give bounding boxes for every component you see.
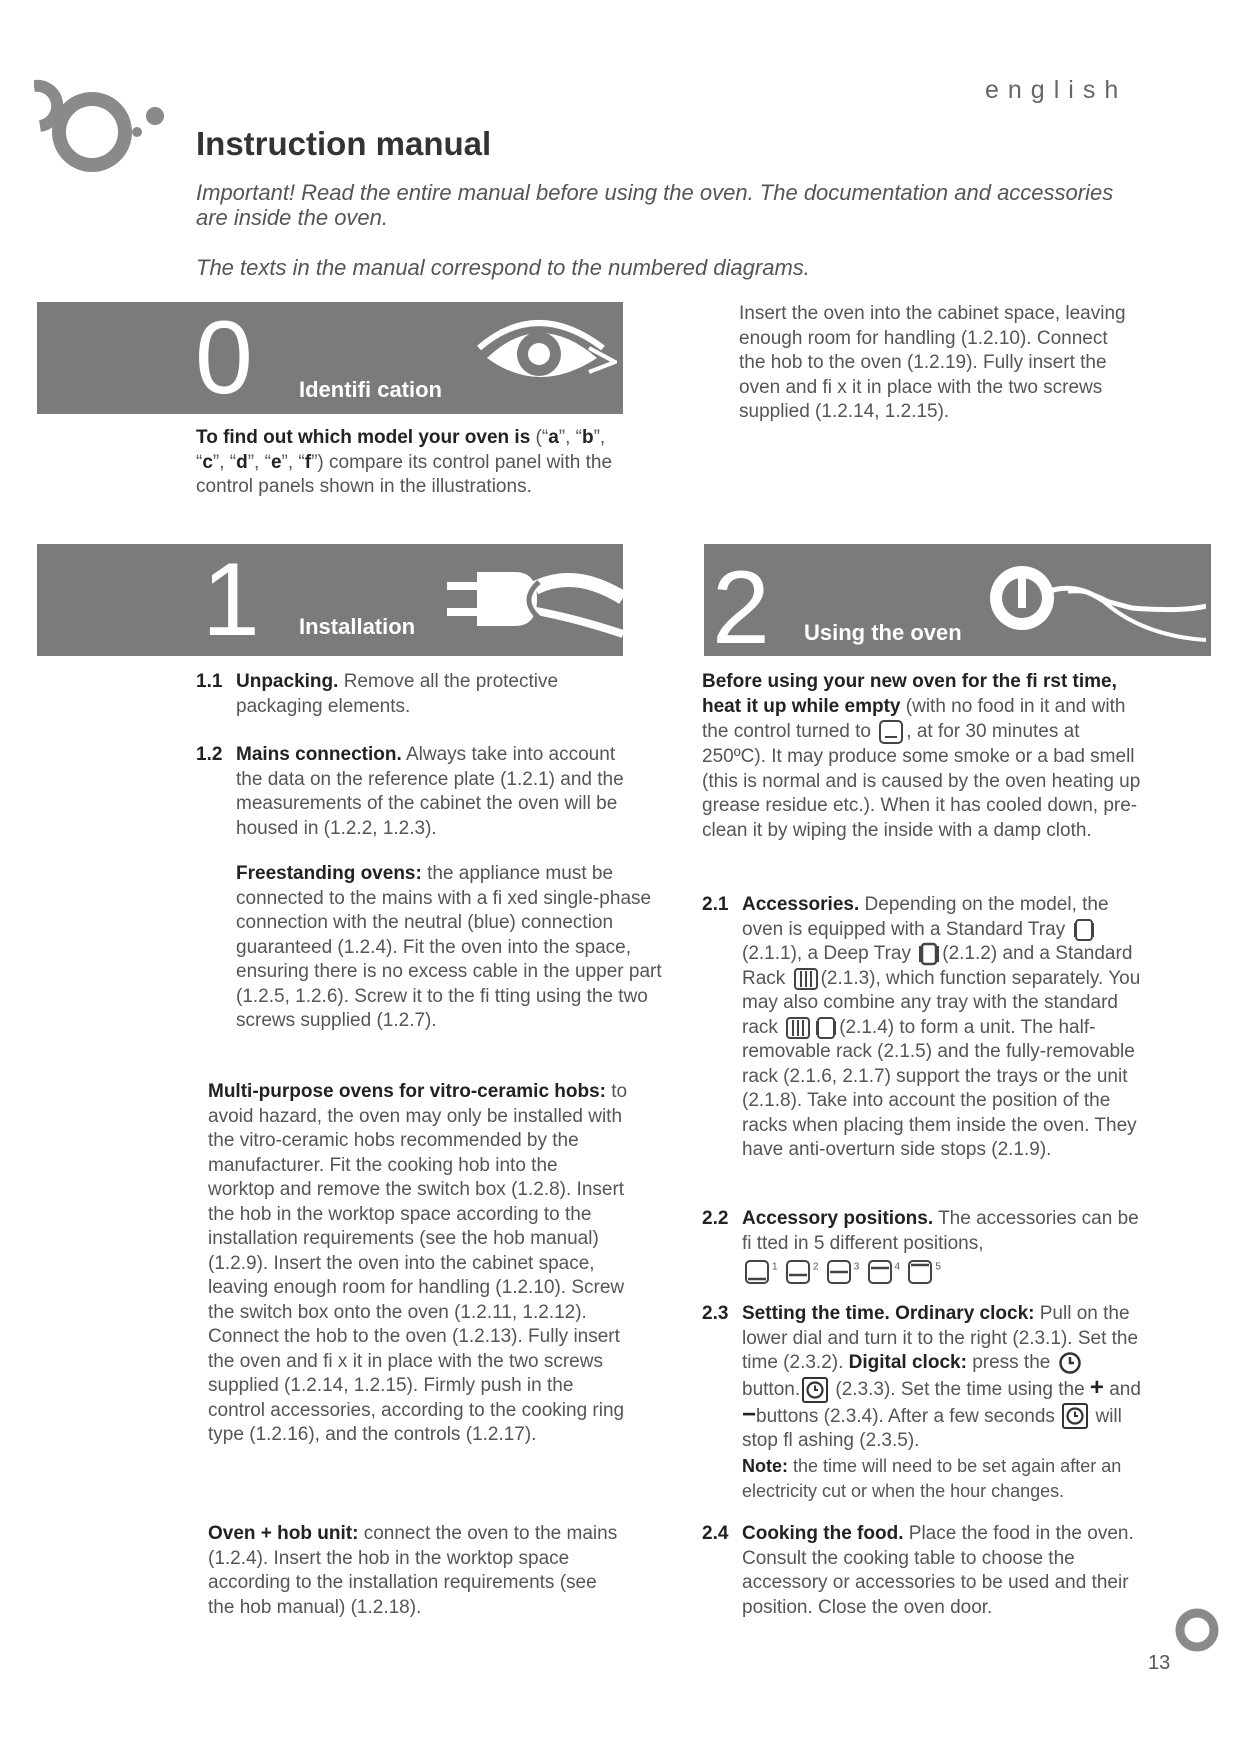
- section-heading: Accessory positions.: [742, 1208, 934, 1229]
- model-letter: a: [548, 427, 559, 448]
- first-use-part: (with no food in it and with the control turned to: [702, 695, 1126, 743]
- identification-body: compare its control panel with the control panels shown in the illustrations.: [196, 451, 613, 497]
- section-heading: Cooking the food.: [742, 1523, 904, 1544]
- section-text: Always take into account the data on the reference plate (1.2.1) and the measurements of the cabinet the oven will be housed in (1.2.2, 1.2.3).: [236, 744, 624, 839]
- section-text: button.: [742, 1378, 801, 1400]
- section-num: 1.1: [196, 671, 223, 692]
- standard-rack-icon: [785, 1016, 811, 1040]
- position-3-icon: [826, 1259, 852, 1285]
- brand-logo-icon: [34, 78, 169, 178]
- deep-tray-icon: [918, 942, 940, 966]
- subsection-text: to avoid hazard, the oven may only be installed with the vitro-ceramic hobs recommended by the manufacturer. Fit the cooking hob into the worktop and remove the switch box (1.2.8). Insert the hob in the worktop space according to the installation requirements (see the hob manual) (1.2.9). Insert the oven into the cabinet space, leaving enough room for handling (1.2.10). Screw the switch box onto the oven (1.2.11, 1.2.12). Connect the hob to the oven (1.2.13). Fully insert the oven and fi x it in place with the two screws supplied (1.2.14, 1.2.15). Firmly push in the control accessories, according to the cooking ring type (1.2.16), and the controls (1.2.17).: [208, 1081, 628, 1445]
- section-text: Pull on the lower dial and turn it to the right (2.3.1). Set the time (2.3.2).: [742, 1303, 1139, 1374]
- oven-hob-unit: [208, 1522, 628, 1620]
- section-text: Remove all the protective packaging elements.: [236, 671, 559, 717]
- model-letter: e: [270, 451, 282, 473]
- standard-tray-icon: [815, 1016, 837, 1040]
- clock-icon: [1058, 1351, 1082, 1375]
- first-use-part: , at for 30 minutes at 250ºC). It may produce some smoke or a bad smell (this is normal and is caused by the oven heating up grease residue etc.). When it has cooled down, pre-clean it by wiping the inside with a damp cloth.: [702, 721, 1141, 841]
- position-1-icon: [744, 1259, 770, 1285]
- position-icons: [742, 1261, 941, 1282]
- knob-hand-icon: [982, 556, 1206, 646]
- standard-tray-icon: [1073, 918, 1095, 942]
- subsection-heading: Freestanding ovens:: [236, 863, 422, 884]
- section-text: press the: [972, 1352, 1051, 1374]
- first-use-bold: Before using your new oven for the fi rst time, heat it up while empty: [702, 671, 1117, 717]
- section-banner-identification: [37, 302, 623, 414]
- intro-diagrams: The texts in the manual correspond to the numbered diagrams.: [196, 255, 810, 280]
- section-title: Identifi cation: [299, 377, 442, 402]
- section-heading: Unpacking.: [236, 671, 339, 692]
- section-1-1: [196, 670, 636, 719]
- subsection-heading: Oven + hob unit:: [208, 1523, 359, 1544]
- position-label: 1: [772, 1262, 778, 1273]
- section-2-3: [702, 1302, 1142, 1505]
- identification-text: To find out which model your oven is (“a”, “b”, “c”, “d”, “e”, “f”) compare its control panel with the control panels shown in the illustrations.: [196, 427, 613, 497]
- eye-icon: [477, 314, 617, 402]
- section-heading: Mains connection.: [236, 744, 402, 765]
- position-5-icon: [907, 1259, 933, 1285]
- section-text: (2.1.2) and a Standard Rack: [742, 943, 1133, 989]
- freestanding-ovens: [236, 862, 686, 1034]
- section-text: The accessories can be fi tted in 5 different positions,: [742, 1208, 1139, 1254]
- intro-important: Important! Read the entire manual before using the oven. The documentation and accessories are inside the oven.: [196, 180, 1114, 230]
- decorative-ring-icon: [1172, 1605, 1222, 1655]
- page-title: Instruction manual: [196, 125, 492, 162]
- section-text: Depending on the model, the oven is equipped with a Standard Tray: [742, 894, 1109, 940]
- section-heading: Accessories.: [742, 894, 860, 915]
- language-label: english: [985, 76, 1128, 104]
- section-1-2: [196, 743, 636, 841]
- position-4-icon: [867, 1259, 893, 1285]
- section-text: (2.1.3), which function separately. You may also combine any tray with the standard rack: [742, 967, 1141, 1038]
- section-title: Using the oven: [804, 620, 962, 645]
- section-number: 1: [202, 542, 260, 658]
- section-text: (2.1.1), a Deep Tray: [742, 943, 911, 965]
- clock-type-label: Digital clock:: [848, 1352, 967, 1374]
- standard-rack-icon: [793, 967, 819, 991]
- section-num: 2.1: [702, 894, 729, 915]
- model-letter: f: [304, 451, 312, 473]
- section-num: 2.4: [702, 1523, 729, 1544]
- section-2-1: [702, 893, 1142, 1163]
- section-text: and: [1109, 1378, 1141, 1400]
- position-label: 5: [935, 1262, 941, 1273]
- installation-continuation: Insert the oven into the cabinet space, leaving enough room for handling (1.2.10). Connect the hob to the oven (1.2.19). Fully insert the oven and fi x it in place with the two screws supplied (1.2.14, 1.2.15).: [739, 303, 1126, 422]
- oven-off-symbol-icon: [878, 719, 904, 745]
- clock-display-icon: [802, 1377, 828, 1403]
- section-text: (2.1.4) to form a unit. The half-removable rack (2.1.5) and the fully-removable rack (2.1.6, 2.1.7) support the trays or the unit (2.1.8). Take into account the position of the racks when placing them inside the oven. They have anti-overturn side stops (2.1.9).: [742, 1016, 1137, 1161]
- note-label: Note:: [742, 1455, 788, 1476]
- clock-type-label: Ordinary clock:: [895, 1303, 1035, 1324]
- position-2-icon: [785, 1259, 811, 1285]
- section-heading: Setting the time.: [742, 1303, 890, 1324]
- section-text: will stop fl ashing (2.3.5).: [742, 1405, 1122, 1452]
- section-2-2: [702, 1207, 1142, 1285]
- note-text: the time will need to be set again after an electricity cut or when the hour changes.: [742, 1455, 1122, 1502]
- section-num: 2.3: [702, 1303, 729, 1324]
- model-letter: c: [202, 451, 213, 473]
- minus-icon: −: [742, 1400, 757, 1428]
- multipurpose-ovens: [208, 1080, 628, 1448]
- subsection-text: the appliance must be connected to the mains with a fi xed single-phase connection with the neutral (blue) connection guaranteed (1.2.4). Fit the oven into the space, ensuring there is no excess cable in the upper part (1.2.5, 1.2.6). Screw it to the fi tting using the two screws supplied (1.2.7).: [236, 863, 662, 1031]
- section-text: (2.3.3). Set the time using the: [835, 1378, 1085, 1400]
- identification-lead: To find out which model your oven is: [196, 427, 531, 448]
- model-letter: b: [582, 427, 594, 448]
- clock-display-icon: [1062, 1403, 1088, 1429]
- section-text: Place the food in the oven. Consult the cooking table to choose the accessory or accessories to be used and their position. Close the oven door.: [742, 1523, 1134, 1618]
- plus-icon: +: [1089, 1373, 1104, 1401]
- position-label: 3: [853, 1262, 860, 1273]
- section-text: buttons (2.3.4). After a few seconds: [756, 1405, 1055, 1427]
- subsection-text: connect the oven to the mains (1.2.4). Insert the hob in the worktop space according to the installation requirements (see the hob manual) (1.2.18).: [208, 1523, 618, 1618]
- section-banner-using-oven: [704, 544, 1211, 666]
- section-num: 1.2: [196, 744, 223, 765]
- section-title: Installation: [299, 614, 416, 639]
- section-2-4: [702, 1522, 1142, 1620]
- page-number: 13: [1148, 1652, 1171, 1674]
- position-label: 2: [812, 1262, 819, 1273]
- plug-icon: [445, 558, 623, 648]
- section-banner-installation: [37, 544, 623, 656]
- section-number: 2: [712, 550, 770, 666]
- first-use-text: [702, 670, 1142, 843]
- model-letter: d: [236, 451, 248, 473]
- section-number: 0: [195, 300, 253, 416]
- subsection-heading: Multi-purpose ovens for vitro-ceramic hobs:: [208, 1081, 606, 1102]
- section-num: 2.2: [702, 1208, 729, 1229]
- position-label: 4: [894, 1262, 901, 1273]
